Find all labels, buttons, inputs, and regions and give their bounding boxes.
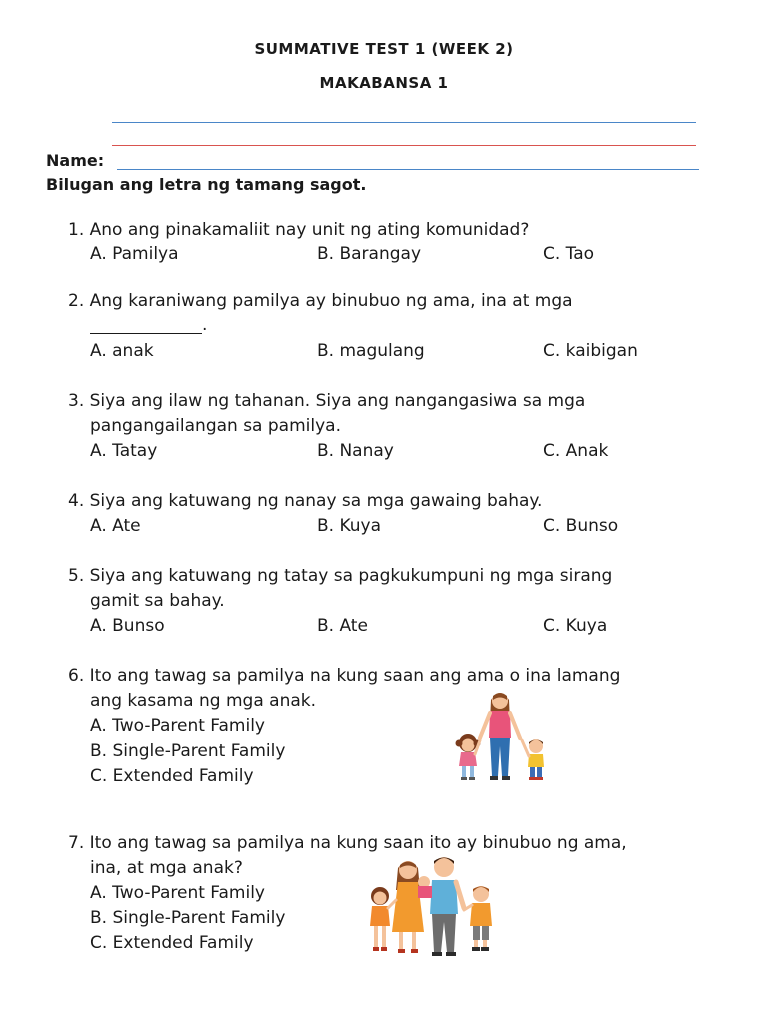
q4-option-c[interactable]: C. Bunso <box>543 516 619 536</box>
instruction-text: Bilugan ang letra ng tamang sagot. <box>46 175 367 194</box>
subject-title: MAKABANSA 1 <box>319 74 449 92</box>
question-3-continued: pangangailangan sa pamilya. <box>90 416 341 436</box>
mother-figure-icon <box>480 693 520 780</box>
question-3: 3. Siya ang ilaw ng tahanan. Siya ang nangangasiwa sa mga <box>68 391 586 411</box>
q2-option-c[interactable]: C. kaibigan <box>543 341 638 361</box>
question-6: 6. Ito ang tawag sa pamilya na kung saan ang ama o ina lamang <box>68 666 621 686</box>
single-parent-family-illustration <box>448 686 556 784</box>
red-writing-line <box>112 145 696 146</box>
question-1: 1. Ano ang pinakamaliit nay unit ng ating komunidad? <box>68 220 530 240</box>
q2-option-b[interactable]: B. magulang <box>317 341 425 361</box>
question-7: 7. Ito ang tawag sa pamilya na kung saan ito ay binubuo ng ama, <box>68 833 627 853</box>
q1-option-b[interactable]: B. Barangay <box>317 244 422 264</box>
question-4: 4. Siya ang katuwang ng nanay sa mga gawaing bahay. <box>68 491 543 511</box>
q6-option-c[interactable]: C. Extended Family <box>90 766 254 786</box>
question-7-continued: ina, at mga anak? <box>90 858 243 878</box>
q6-option-b[interactable]: B. Single-Parent Family <box>90 741 286 761</box>
q3-option-b[interactable]: B. Nanay <box>317 441 394 461</box>
q6-option-a[interactable]: A. Two-Parent Family <box>90 716 265 736</box>
q3-option-c[interactable]: C. Anak <box>543 441 609 461</box>
q2-option-a[interactable]: A. anak <box>90 341 154 361</box>
blue-writing-line <box>112 122 696 123</box>
q4-option-b[interactable]: B. Kuya <box>317 516 382 536</box>
q7-option-b[interactable]: B. Single-Parent Family <box>90 908 286 928</box>
father-figure-icon <box>430 857 464 956</box>
question-5-continued: gamit sa bahay. <box>90 591 225 611</box>
question-2: 2. Ang karaniwang pamilya ay binubuo ng ama, ina at mga <box>68 291 573 311</box>
q5-option-b[interactable]: B. Ate <box>317 616 368 636</box>
two-parent-family-illustration <box>362 852 502 958</box>
q1-option-a[interactable]: A. Pamilya <box>90 244 179 264</box>
name-line[interactable] <box>117 169 699 170</box>
mother-with-baby-icon <box>392 861 432 953</box>
q1-option-c[interactable]: C. Tao <box>543 244 595 264</box>
q7-option-a[interactable]: A. Two-Parent Family <box>90 883 265 903</box>
question-5: 5. Siya ang katuwang ng tatay sa pagkukumpuni ng mga sirang <box>68 566 613 586</box>
girl-figure-icon <box>456 734 481 780</box>
test-title: SUMMATIVE TEST 1 (WEEK 2) <box>254 40 514 58</box>
q3-option-a[interactable]: A. Tatay <box>90 441 158 461</box>
question-6-continued: ang kasama ng mga anak. <box>90 691 317 711</box>
q7-option-c[interactable]: C. Extended Family <box>90 933 254 953</box>
name-label: Name: <box>46 151 105 170</box>
q5-option-a[interactable]: A. Bunso <box>90 616 165 636</box>
boy-figure-icon <box>522 739 544 780</box>
q2-period: . <box>202 315 208 335</box>
q4-option-a[interactable]: A. Ate <box>90 516 141 536</box>
son-figure-icon <box>464 886 492 951</box>
q5-option-c[interactable]: C. Kuya <box>543 616 608 636</box>
q2-answer-blank[interactable] <box>90 333 202 334</box>
daughter-figure-icon <box>370 887 396 951</box>
